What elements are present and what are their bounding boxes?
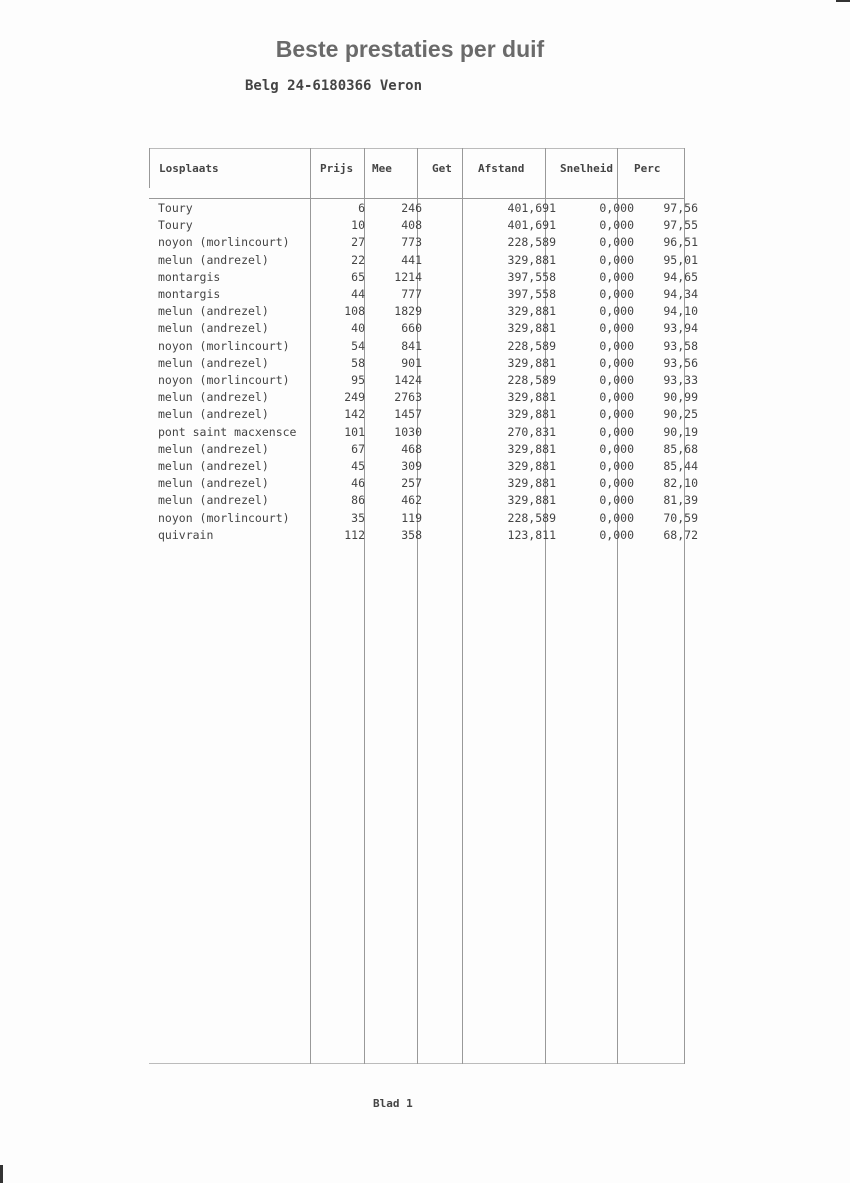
cell-prijs: 95 [351, 373, 365, 388]
cell-mee: 777 [401, 287, 422, 302]
cell-get [431, 510, 476, 527]
cell-losplaats: noyon (morlincourt) [158, 373, 290, 388]
page-number: Blad 1 [373, 1097, 413, 1110]
cell-snelheid: 0,000 [599, 459, 634, 474]
cell-mee: 358 [401, 527, 422, 542]
cell-snelheid: 0,000 [599, 373, 634, 388]
cell-mee: 309 [401, 459, 422, 474]
cell-get [431, 355, 476, 372]
table-row [150, 269, 701, 286]
cell-perc: 82,10 [663, 476, 698, 491]
cell-perc: 97,56 [663, 201, 698, 215]
cell-perc: 90,19 [663, 424, 698, 439]
cell-mee: 2763 [394, 390, 422, 405]
table-row [150, 234, 701, 251]
header-afstand: Afstand [478, 162, 525, 175]
cell-losplaats: Toury [158, 201, 193, 215]
pigeon-id: Belg 24-6180366 Veron [245, 78, 423, 94]
cell-losplaats: melun (andrezel) [158, 459, 269, 474]
cell-prijs: 101 [344, 424, 365, 439]
cell-snelheid: 0,000 [599, 493, 634, 508]
cell-get [431, 492, 476, 509]
header-perc: Perc [634, 162, 661, 175]
cell-afstand: 329,881 [507, 441, 556, 456]
cell-prijs: 22 [351, 252, 365, 267]
cell-losplaats: melun (andrezel) [158, 304, 269, 319]
table-row [150, 252, 701, 269]
cell-afstand: 123,811 [507, 527, 556, 542]
header-losplaats: Losplaats [159, 162, 219, 175]
cell-snelheid: 0,000 [599, 476, 634, 491]
cell-afstand: 329,881 [507, 252, 556, 267]
cell-mee: 408 [401, 218, 422, 233]
table-row [150, 406, 701, 423]
cell-snelheid: 0,000 [599, 201, 634, 215]
cell-afstand: 228,589 [507, 235, 556, 250]
table-row [150, 475, 701, 492]
cell-losplaats: noyon (morlincourt) [158, 338, 290, 353]
cell-prijs: 65 [351, 269, 365, 284]
cell-prijs: 58 [351, 355, 365, 370]
cell-prijs: 35 [351, 510, 365, 525]
cell-snelheid: 0,000 [599, 235, 634, 250]
cell-mee: 462 [401, 493, 422, 508]
cell-losplaats: noyon (morlincourt) [158, 235, 290, 250]
cell-get [431, 458, 476, 475]
cell-prijs: 10 [351, 218, 365, 233]
cell-snelheid: 0,000 [599, 441, 634, 456]
cell-prijs: 67 [351, 441, 365, 456]
cell-prijs: 46 [351, 476, 365, 491]
cell-perc: 97,55 [663, 218, 698, 233]
table-row [150, 389, 701, 406]
cell-mee: 246 [401, 201, 422, 215]
cell-snelheid: 0,000 [599, 527, 634, 542]
cell-prijs: 54 [351, 338, 365, 353]
cell-mee: 1457 [394, 407, 422, 422]
cell-perc: 94,10 [663, 304, 698, 319]
cell-afstand: 329,881 [507, 407, 556, 422]
cell-mee: 119 [401, 510, 422, 525]
table-row [150, 286, 701, 303]
table-row [150, 527, 701, 544]
cell-get [431, 320, 476, 337]
cell-losplaats: melun (andrezel) [158, 407, 269, 422]
cell-perc: 95,01 [663, 252, 698, 267]
table-row [150, 200, 701, 217]
cell-get [431, 527, 476, 544]
cell-perc: 85,44 [663, 459, 698, 474]
cell-snelheid: 0,000 [599, 424, 634, 439]
cell-afstand: 397,558 [507, 287, 556, 302]
table-row [150, 338, 701, 355]
cell-losplaats: melun (andrezel) [158, 390, 269, 405]
cell-afstand: 270,831 [507, 424, 556, 439]
header-mee: Mee [372, 162, 392, 175]
cell-mee: 441 [401, 252, 422, 267]
cell-get [431, 406, 476, 423]
cell-get [431, 252, 476, 269]
cell-afstand: 228,589 [507, 338, 556, 353]
cell-mee: 1424 [394, 373, 422, 388]
cell-mee: 773 [401, 235, 422, 250]
cell-snelheid: 0,000 [599, 287, 634, 302]
cell-get [431, 389, 476, 406]
cell-get [431, 441, 476, 458]
cell-losplaats: montargis [158, 287, 221, 302]
cell-perc: 96,51 [663, 235, 698, 250]
cell-perc: 93,58 [663, 338, 698, 353]
cell-snelheid: 0,000 [599, 252, 634, 267]
cell-afstand: 329,881 [507, 476, 556, 491]
cell-snelheid: 0,000 [599, 321, 634, 336]
cell-perc: 81,39 [663, 493, 698, 508]
cell-losplaats: montargis [158, 269, 221, 284]
table-row [150, 458, 701, 475]
cell-losplaats: melun (andrezel) [158, 321, 269, 336]
results-table-body [150, 200, 701, 544]
cell-prijs: 249 [344, 390, 365, 405]
cell-losplaats: melun (andrezel) [158, 476, 269, 491]
cell-perc: 93,94 [663, 321, 698, 336]
table-row [150, 320, 701, 337]
cell-losplaats: quivrain [158, 527, 214, 542]
cell-losplaats: melun (andrezel) [158, 441, 269, 456]
cell-perc: 90,99 [663, 390, 698, 405]
table-row [150, 441, 701, 458]
cell-prijs: 27 [351, 235, 365, 250]
cell-get [431, 269, 476, 286]
cell-get [431, 200, 476, 217]
scan-edge-mark [0, 1165, 3, 1183]
cell-losplaats: Toury [158, 218, 193, 233]
cell-snelheid: 0,000 [599, 407, 634, 422]
cell-afstand: 401,691 [507, 201, 556, 215]
cell-mee: 1214 [394, 269, 422, 284]
cell-perc: 93,33 [663, 373, 698, 388]
header-snelheid: Snelheid [560, 162, 613, 175]
header-prijs: Prijs [320, 162, 354, 175]
cell-mee: 1030 [394, 424, 422, 439]
cell-afstand: 329,881 [507, 321, 556, 336]
cell-prijs: 44 [351, 287, 365, 302]
cell-mee: 841 [401, 338, 422, 353]
cell-losplaats: melun (andrezel) [158, 493, 269, 508]
table-row [150, 372, 701, 389]
cell-snelheid: 0,000 [599, 338, 634, 353]
cell-prijs: 108 [344, 304, 365, 319]
cell-prijs: 142 [344, 407, 365, 422]
cell-snelheid: 0,000 [599, 390, 634, 405]
cell-snelheid: 0,000 [599, 269, 634, 284]
cell-snelheid: 0,000 [599, 218, 634, 233]
cell-mee: 660 [401, 321, 422, 336]
scan-corner-mark [836, 0, 850, 2]
cell-perc: 70,59 [663, 510, 698, 525]
cell-snelheid: 0,000 [599, 304, 634, 319]
table-row [150, 355, 701, 372]
cell-prijs: 112 [344, 527, 365, 542]
cell-get [431, 475, 476, 492]
table-row [150, 424, 701, 441]
cell-losplaats: pont saint macxensce [158, 424, 297, 439]
cell-get [431, 217, 476, 234]
cell-afstand: 329,881 [507, 459, 556, 474]
cell-afstand: 401,691 [507, 218, 556, 233]
table-row [150, 303, 701, 320]
cell-get [431, 424, 476, 441]
cell-afstand: 329,881 [507, 355, 556, 370]
column-divider [149, 148, 150, 188]
cell-perc: 68,72 [663, 527, 698, 542]
cell-mee: 1829 [394, 304, 422, 319]
cell-get [431, 286, 476, 303]
cell-perc: 94,65 [663, 269, 698, 284]
cell-get [431, 303, 476, 320]
cell-losplaats: melun (andrezel) [158, 252, 269, 267]
table-row [150, 510, 701, 527]
cell-losplaats: noyon (morlincourt) [158, 510, 290, 525]
page-title: Beste prestaties per duif [275, 36, 545, 62]
cell-get [431, 372, 476, 389]
header-get: Get [432, 162, 452, 175]
cell-afstand: 329,881 [507, 304, 556, 319]
cell-mee: 257 [401, 476, 422, 491]
cell-perc: 94,34 [663, 287, 698, 302]
cell-prijs: 6 [358, 201, 365, 215]
cell-perc: 93,56 [663, 355, 698, 370]
cell-get [431, 338, 476, 355]
cell-perc: 90,25 [663, 407, 698, 422]
cell-afstand: 228,589 [507, 510, 556, 525]
cell-prijs: 40 [351, 321, 365, 336]
cell-afstand: 329,881 [507, 390, 556, 405]
cell-snelheid: 0,000 [599, 510, 634, 525]
cell-prijs: 45 [351, 459, 365, 474]
cell-snelheid: 0,000 [599, 355, 634, 370]
cell-afstand: 329,881 [507, 493, 556, 508]
cell-losplaats: melun (andrezel) [158, 355, 269, 370]
cell-prijs: 86 [351, 493, 365, 508]
cell-afstand: 228,589 [507, 373, 556, 388]
cell-mee: 901 [401, 355, 422, 370]
cell-mee: 468 [401, 441, 422, 456]
cell-afstand: 397,558 [507, 269, 556, 284]
cell-perc: 85,68 [663, 441, 698, 456]
cell-get [431, 234, 476, 251]
table-row [150, 217, 701, 234]
table-row [150, 492, 701, 509]
